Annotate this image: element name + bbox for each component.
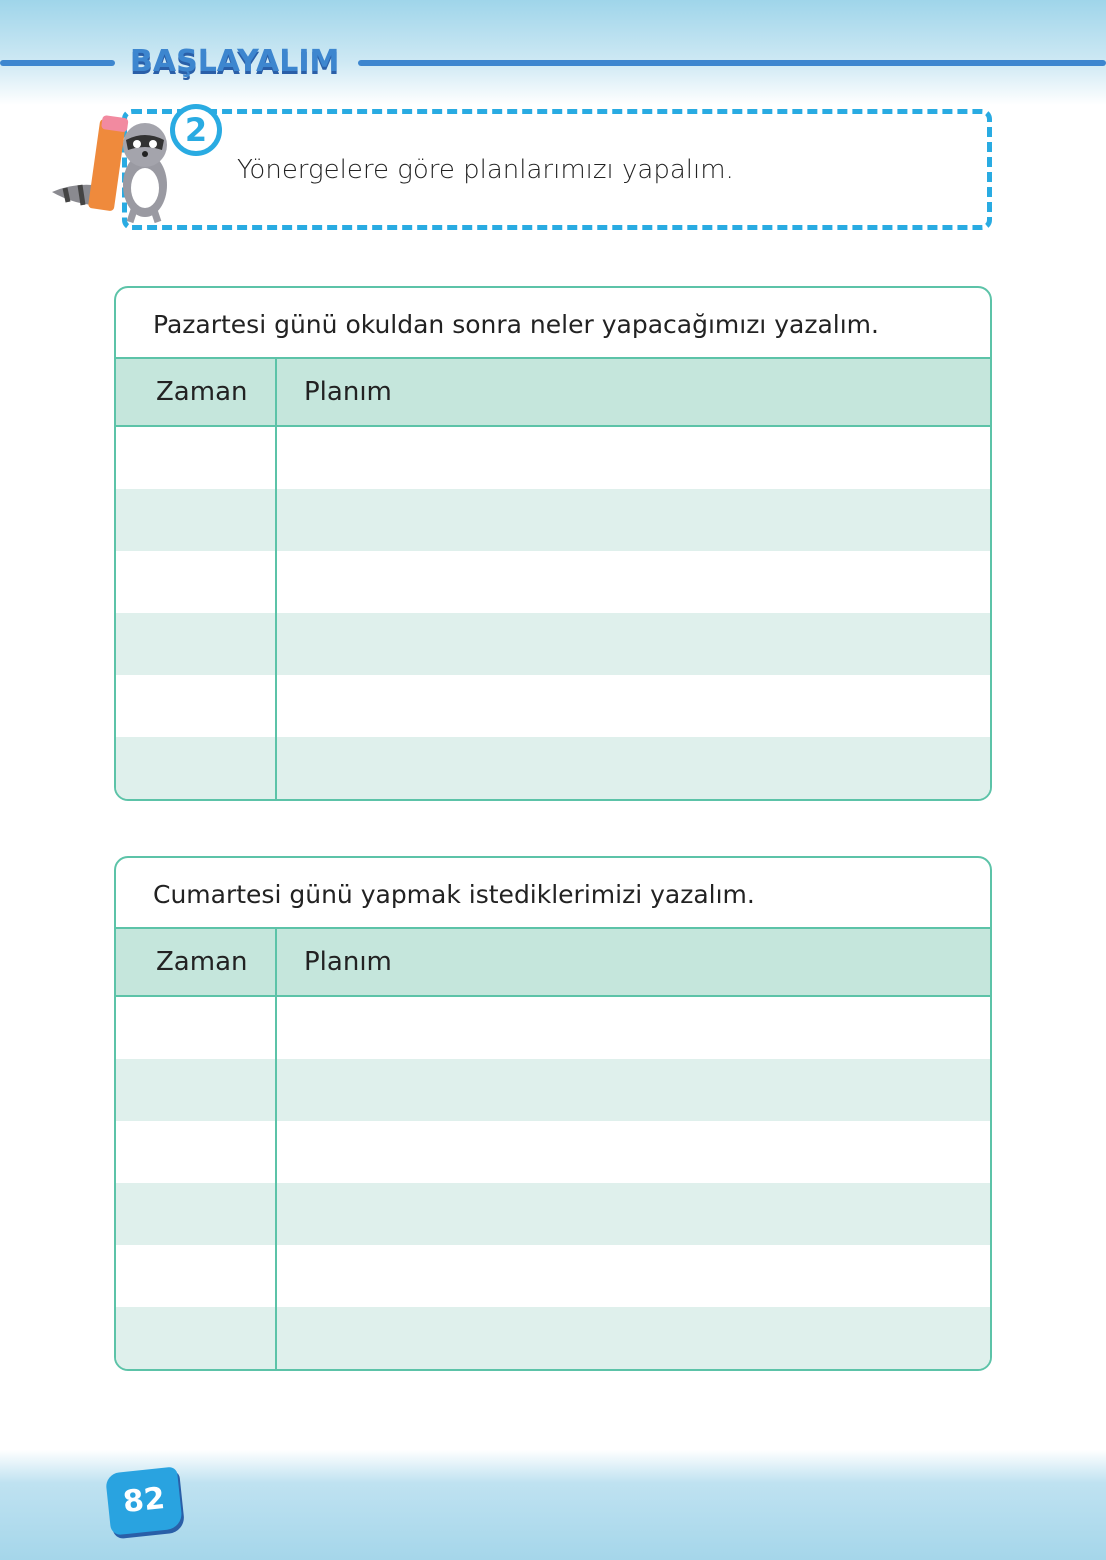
table-row: [116, 1183, 990, 1245]
plan-cell[interactable]: [277, 613, 990, 675]
plan-cell[interactable]: [277, 489, 990, 551]
time-cell[interactable]: [116, 1059, 277, 1121]
time-cell[interactable]: [116, 427, 277, 489]
table-row: [116, 613, 990, 675]
time-cell[interactable]: [116, 675, 277, 737]
plan-cell[interactable]: [277, 737, 990, 799]
plan-cell[interactable]: [277, 1245, 990, 1307]
plan-cell[interactable]: [277, 1183, 990, 1245]
time-cell[interactable]: [116, 997, 277, 1059]
monday-plan-table: [114, 286, 992, 801]
table-row: [116, 1059, 990, 1121]
header-zaman: Zaman: [116, 929, 277, 995]
title-rule-right: [358, 60, 1106, 66]
time-cell[interactable]: [116, 1183, 277, 1245]
table-caption: Pazartesi günü okuldan sonra neler yapacağımızı yazalım.: [116, 288, 990, 359]
table-caption: Cumartesi günü yapmak istediklerimizi yazalım.: [116, 858, 990, 929]
raccoon-pencil-illustration: [50, 110, 180, 234]
time-cell[interactable]: [116, 737, 277, 799]
plan-cell[interactable]: [277, 1121, 990, 1183]
instruction-text: Yönergelere göre planlarımızı yapalım.: [237, 155, 734, 185]
table-row: [116, 737, 990, 799]
plan-cell[interactable]: [277, 997, 990, 1059]
table-row: [116, 427, 990, 489]
table-row: [116, 489, 990, 551]
header-planim: Planım: [304, 947, 392, 977]
section-title: BAŞLAYALIM: [130, 44, 340, 79]
time-cell[interactable]: [116, 1307, 277, 1369]
activity-number-badge: 2: [170, 104, 222, 156]
table-row: [116, 1245, 990, 1307]
table-row: [116, 675, 990, 737]
plan-cell[interactable]: [277, 551, 990, 613]
table-row: [116, 997, 990, 1059]
table-row: [116, 551, 990, 613]
table-row: [116, 1307, 990, 1369]
title-rule-left: [0, 60, 115, 66]
time-cell[interactable]: [116, 613, 277, 675]
table-row: [116, 1121, 990, 1183]
plan-cell[interactable]: [277, 675, 990, 737]
time-cell[interactable]: [116, 489, 277, 551]
time-cell[interactable]: [116, 1245, 277, 1307]
table-header-row: [116, 359, 990, 427]
plan-cell[interactable]: [277, 427, 990, 489]
time-cell[interactable]: [116, 1121, 277, 1183]
saturday-plan-table: [114, 856, 992, 1371]
plan-cell[interactable]: [277, 1307, 990, 1369]
plan-cell[interactable]: [277, 1059, 990, 1121]
page-number-badge: 82: [105, 1466, 183, 1535]
header-zaman: Zaman: [116, 359, 277, 425]
header-planim: Planım: [304, 377, 392, 407]
table-header-row: [116, 929, 990, 997]
time-cell[interactable]: [116, 551, 277, 613]
